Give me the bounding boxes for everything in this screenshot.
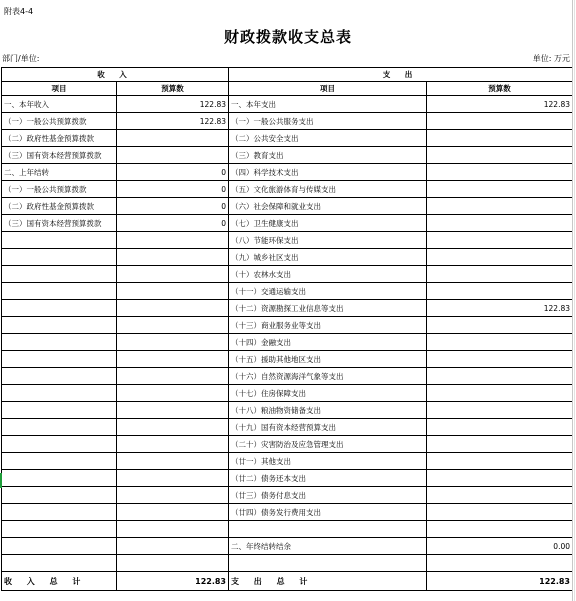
expense-value-cell: 122.83 bbox=[427, 96, 573, 113]
expense-budget-header: 预算数 bbox=[427, 82, 573, 96]
table-row bbox=[2, 96, 573, 113]
expense-item-cell: （廿二）债务还本支出 bbox=[229, 470, 427, 487]
income-value-cell bbox=[117, 402, 229, 419]
expense-value-cell bbox=[427, 385, 573, 402]
income-item-cell bbox=[2, 300, 117, 317]
expense-value-cell bbox=[427, 334, 573, 351]
table-row bbox=[2, 419, 573, 436]
income-value-cell bbox=[117, 266, 229, 283]
expense-value-cell bbox=[427, 232, 573, 249]
income-item-cell bbox=[2, 453, 117, 470]
table-row bbox=[2, 351, 573, 368]
income-item-cell bbox=[2, 334, 117, 351]
expense-value-cell bbox=[427, 470, 573, 487]
income-item-cell bbox=[2, 266, 117, 283]
income-value-cell bbox=[117, 487, 229, 504]
table-row bbox=[2, 283, 573, 300]
income-item-cell: 二、上年结转 bbox=[2, 164, 117, 181]
expense-value-cell bbox=[427, 504, 573, 521]
income-value-cell bbox=[117, 470, 229, 487]
table-row bbox=[2, 249, 573, 266]
table-row bbox=[2, 436, 573, 453]
expense-value-cell bbox=[427, 368, 573, 385]
attachment-number: 附表4-4 bbox=[4, 7, 34, 16]
expense-item-cell: （十四）金融支出 bbox=[229, 334, 427, 351]
income-item-cell: （三）国有资本经营预算拨款 bbox=[2, 215, 117, 232]
table-row bbox=[2, 300, 573, 317]
expense-item-cell: （二十）灾害防治及应急管理支出 bbox=[229, 436, 427, 453]
income-value-cell bbox=[117, 555, 229, 572]
income-item-cell bbox=[2, 436, 117, 453]
expense-value-cell bbox=[427, 266, 573, 283]
income-item-cell: （一）一般公共预算拨款 bbox=[2, 113, 117, 130]
income-item-cell bbox=[2, 232, 117, 249]
expense-value-cell bbox=[427, 113, 573, 130]
income-value-cell bbox=[117, 317, 229, 334]
income-item-cell bbox=[2, 385, 117, 402]
expense-item-cell: （十一）交通运输支出 bbox=[229, 283, 427, 300]
expense-item-cell: （六）社会保障和就业支出 bbox=[229, 198, 427, 215]
expense-item-cell: （廿一）其他支出 bbox=[229, 453, 427, 470]
expense-item-cell: （二）公共安全支出 bbox=[229, 130, 427, 147]
table-body bbox=[2, 68, 573, 591]
page-title: 财政拨款收支总表 bbox=[223, 28, 352, 46]
income-value-cell: 0 bbox=[117, 164, 229, 181]
expense-item-cell: （八）节能环保支出 bbox=[229, 232, 427, 249]
income-value-cell bbox=[117, 147, 229, 164]
income-value-cell bbox=[117, 334, 229, 351]
income-value-cell bbox=[117, 283, 229, 300]
income-value-cell bbox=[117, 385, 229, 402]
table-row bbox=[2, 317, 573, 334]
table-row bbox=[2, 504, 573, 521]
expense-value-cell bbox=[427, 419, 573, 436]
expense-value-cell bbox=[427, 130, 573, 147]
income-value-cell bbox=[117, 130, 229, 147]
expense-value-cell bbox=[427, 402, 573, 419]
expense-item-cell: （四）科学技术支出 bbox=[229, 164, 427, 181]
income-value-cell: 0 bbox=[117, 198, 229, 215]
income-budget-header: 预算数 bbox=[117, 82, 229, 96]
income-total-label: 收 入 总 计 bbox=[2, 572, 117, 591]
expense-value-cell bbox=[427, 283, 573, 300]
income-item-cell bbox=[2, 555, 117, 572]
income-item-cell: （一）一般公共预算拨款 bbox=[2, 181, 117, 198]
expense-value-cell bbox=[427, 351, 573, 368]
expense-item-cell bbox=[229, 521, 427, 538]
section-header-row bbox=[2, 68, 573, 82]
table-row bbox=[2, 164, 573, 181]
grid-line bbox=[574, 0, 575, 601]
expense-item-cell: （十三）商业服务业等支出 bbox=[229, 317, 427, 334]
income-item-cell: 一、本年收入 bbox=[2, 96, 117, 113]
expense-item-cell: （一）一般公共服务支出 bbox=[229, 113, 427, 130]
expense-value-cell bbox=[427, 317, 573, 334]
income-value-cell: 122.83 bbox=[117, 96, 229, 113]
income-total-value: 122.83 bbox=[117, 572, 229, 591]
income-value-cell: 0 bbox=[117, 181, 229, 198]
expense-value-cell bbox=[427, 436, 573, 453]
expense-item-cell: 二、年终结转结余 bbox=[229, 538, 427, 555]
table-row bbox=[2, 538, 573, 555]
expense-value-cell bbox=[427, 249, 573, 266]
table-row bbox=[2, 266, 573, 283]
income-value-cell bbox=[117, 504, 229, 521]
expense-item-cell: （十八）粮油物资储备支出 bbox=[229, 402, 427, 419]
table-row bbox=[2, 368, 573, 385]
table-row bbox=[2, 555, 573, 572]
expense-value-cell bbox=[427, 521, 573, 538]
row-marker bbox=[0, 473, 2, 488]
column-divider bbox=[572, 0, 573, 601]
income-item-cell: （三）国有资本经营预算拨款 bbox=[2, 147, 117, 164]
expense-total-label: 支 出 总 计 bbox=[229, 572, 427, 591]
table-row bbox=[2, 215, 573, 232]
table-row bbox=[2, 470, 573, 487]
expense-item-header: 项目 bbox=[229, 82, 427, 96]
expense-item-cell: （五）文化旅游体育与传媒支出 bbox=[229, 181, 427, 198]
expense-item-cell: （十六）自然资源海洋气象等支出 bbox=[229, 368, 427, 385]
expense-item-cell: （廿三）债务付息支出 bbox=[229, 487, 427, 504]
table-row bbox=[2, 487, 573, 504]
income-item-cell bbox=[2, 504, 117, 521]
expense-value-cell bbox=[427, 555, 573, 572]
fiscal-summary-table bbox=[1, 67, 573, 591]
income-item-cell bbox=[2, 317, 117, 334]
expense-item-cell: （十五）援助其他地区支出 bbox=[229, 351, 427, 368]
income-item-header: 项目 bbox=[2, 82, 117, 96]
income-item-cell bbox=[2, 351, 117, 368]
income-item-cell bbox=[2, 538, 117, 555]
income-value-cell: 122.83 bbox=[117, 113, 229, 130]
expense-item-cell: （十二）资源勘探工业信息等支出 bbox=[229, 300, 427, 317]
table-row bbox=[2, 147, 573, 164]
income-value-cell bbox=[117, 368, 229, 385]
expense-item-cell: （十七）住房保障支出 bbox=[229, 385, 427, 402]
income-value-cell bbox=[117, 436, 229, 453]
income-value-cell bbox=[117, 249, 229, 266]
unit-label: 单位: 万元 bbox=[532, 54, 570, 63]
expense-item-cell: （九）城乡社区支出 bbox=[229, 249, 427, 266]
income-value-cell bbox=[117, 453, 229, 470]
table-row bbox=[2, 198, 573, 215]
expense-value-cell bbox=[427, 147, 573, 164]
expense-total-value: 122.83 bbox=[427, 572, 573, 591]
table-row bbox=[2, 521, 573, 538]
table-row bbox=[2, 402, 573, 419]
table-row bbox=[2, 453, 573, 470]
expense-value-cell bbox=[427, 198, 573, 215]
expense-section-header: 支 出 bbox=[229, 68, 573, 82]
income-item-cell bbox=[2, 402, 117, 419]
expense-item-cell: （廿四）债务发行费用支出 bbox=[229, 504, 427, 521]
table-row bbox=[2, 232, 573, 249]
income-item-cell bbox=[2, 249, 117, 266]
table-row bbox=[2, 130, 573, 147]
department-label: 部门/单位: bbox=[2, 54, 40, 63]
income-section-header: 收 入 bbox=[2, 68, 229, 82]
expense-item-cell: （十）农林水支出 bbox=[229, 266, 427, 283]
expense-value-cell: 122.83 bbox=[427, 300, 573, 317]
totals-row bbox=[2, 572, 573, 591]
income-item-cell bbox=[2, 487, 117, 504]
expense-value-cell: 0.00 bbox=[427, 538, 573, 555]
income-value-cell bbox=[117, 538, 229, 555]
expense-value-cell bbox=[427, 215, 573, 232]
table-row bbox=[2, 385, 573, 402]
table-row bbox=[2, 334, 573, 351]
income-item-cell bbox=[2, 470, 117, 487]
income-value-cell bbox=[117, 521, 229, 538]
income-item-cell: （二）政府性基金预算拨款 bbox=[2, 130, 117, 147]
expense-value-cell bbox=[427, 164, 573, 181]
income-item-cell: （二）政府性基金预算拨款 bbox=[2, 198, 117, 215]
table-row bbox=[2, 113, 573, 130]
income-value-cell bbox=[117, 419, 229, 436]
expense-item-cell: （七）卫生健康支出 bbox=[229, 215, 427, 232]
expense-value-cell bbox=[427, 487, 573, 504]
expense-item-cell bbox=[229, 555, 427, 572]
expense-item-cell: （三）教育支出 bbox=[229, 147, 427, 164]
expense-value-cell bbox=[427, 453, 573, 470]
column-header-row bbox=[2, 82, 573, 96]
expense-value-cell bbox=[427, 181, 573, 198]
income-value-cell bbox=[117, 232, 229, 249]
table-row bbox=[2, 181, 573, 198]
income-item-cell bbox=[2, 368, 117, 385]
income-value-cell: 0 bbox=[117, 215, 229, 232]
income-value-cell bbox=[117, 351, 229, 368]
income-item-cell bbox=[2, 521, 117, 538]
income-item-cell bbox=[2, 283, 117, 300]
expense-item-cell: 一、本年支出 bbox=[229, 96, 427, 113]
expense-item-cell: （十九）国有资本经营预算支出 bbox=[229, 419, 427, 436]
income-item-cell bbox=[2, 419, 117, 436]
income-value-cell bbox=[117, 300, 229, 317]
